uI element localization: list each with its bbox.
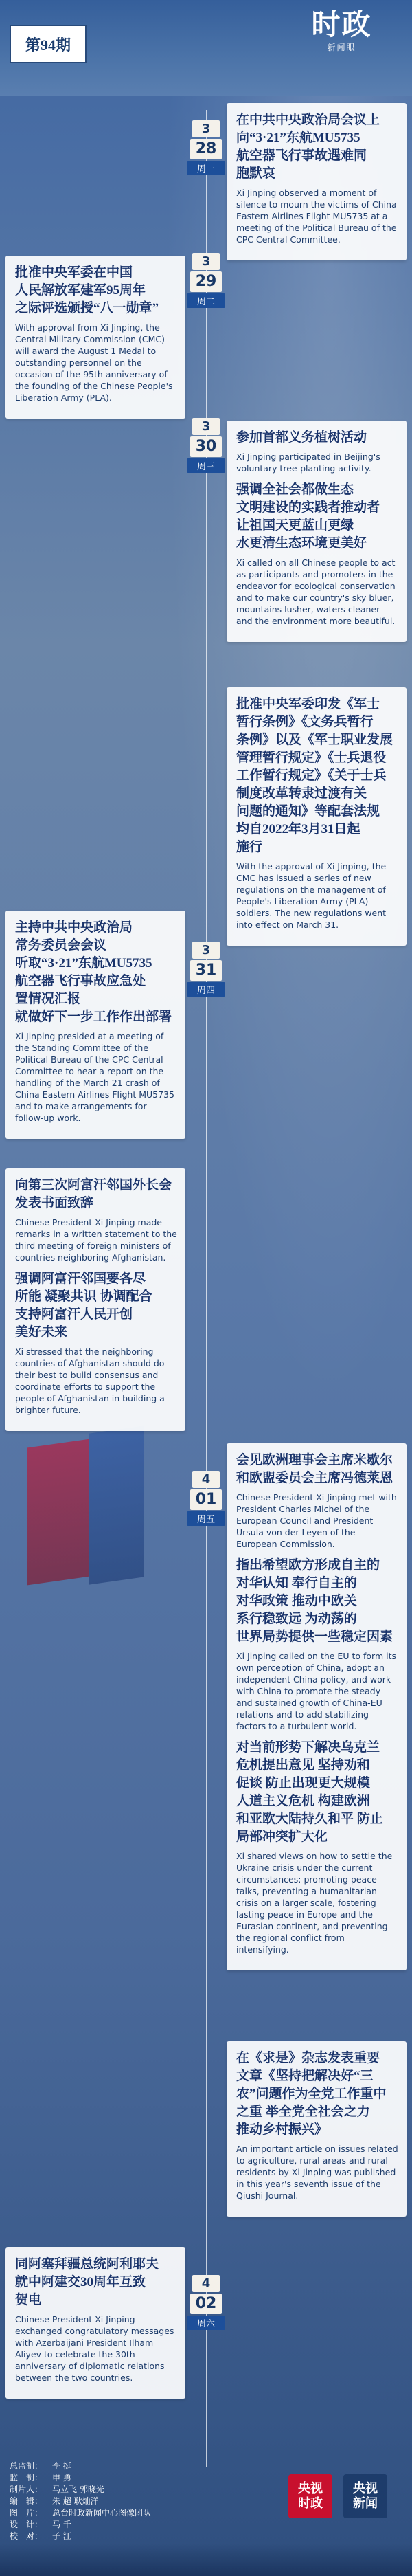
logo-main: 时政: [311, 10, 372, 41]
date-badge-0331: [187, 942, 225, 997]
logo-sub: 新闻眼: [327, 43, 356, 52]
entry-text-en-2: Xi stressed that the neighboring countries of Afghanistan should do their best to build consensus and coordinate efforts to support the people of Afghanistan in building a brighter future.: [15, 1346, 165, 1415]
entry-card-regulations: [227, 687, 407, 946]
entry-card-0331: [5, 911, 185, 1139]
date-weekday: 周二: [187, 293, 225, 308]
entry-text-en: Xi Jinping observed a moment of silence to mourn the victims of China Eastern Airlines Flight MU5735 at a meeting of the Political Bureau of the CPC Central Committee.: [236, 188, 397, 245]
entry-title-cn-2: 强调全社会都做生态 文明建设的实践者推动者 让祖国天更蓝山更绿 水更清生态环境更美好: [236, 482, 380, 551]
date-badge-0328: [187, 120, 225, 175]
credit-key: 制片人：: [10, 2485, 43, 2494]
date-day: 29: [190, 271, 222, 291]
credit-row: [10, 2472, 161, 2484]
credit-row: [10, 2531, 161, 2542]
entry-title-cn: 批准中央军委在中国 人民解放军建军95周年 之际评选颁授“八一勋章”: [15, 265, 159, 315]
brand-label: 央视 新闻: [353, 2481, 378, 2511]
issue-badge: [10, 25, 87, 63]
credit-value: 总台时政新闻中心图像团队: [52, 2508, 152, 2518]
entry-title-cn-2: 指出希望欧方形成自主的 对华认知 奉行自主的 对华政策 推动中欧关 系行稳致远 为动荡的 世界局势提供一些稳定因素: [236, 1558, 393, 1644]
date-month: 4: [192, 1471, 220, 1488]
date-weekday: 周五: [187, 1511, 225, 1526]
entry-text-en-3: Xi shared views on how to settle the Ukraine crisis under the current circumstances: promoting peace talks, preventing a humanitarian crisis on a larger scale, fostering lasting peace in Europe and the Eurasian continent, and preventing the regional conflict from intensifying.: [236, 1851, 393, 1955]
brand-logo-cctv-news: [343, 2474, 387, 2518]
date-weekday: 周六: [187, 2316, 225, 2330]
entry-text-en: With the approval of Xi Jinping, the CMC has issued a series of new regulations on the management of People's Liberation Army (PLA) soldiers. The new regulations went into effect on March 31.: [236, 861, 387, 930]
entry-text-en-2: Xi called on all Chinese people to act as participants and promoters in the endeavor for ecological conservation and to make our country's sky bluer, mountains lusher, waters cleaner and the environment more beautiful.: [236, 557, 396, 626]
brand-logo-cctv-politics: [288, 2474, 332, 2518]
logo: [288, 10, 395, 76]
date-day: 30: [190, 436, 222, 456]
entry-card-0401: [227, 1443, 407, 1970]
entry-title-cn-1: 向第三次阿富汗邻国外长会 发表书面致辞: [15, 1178, 172, 1210]
date-weekday: 周四: [187, 982, 225, 997]
date-month: 3: [192, 253, 220, 270]
entry-title-cn-1: 会见欧洲理事会主席米歇尔 和欧盟委员会主席冯德莱恩: [236, 1453, 393, 1485]
date-month: 3: [192, 942, 220, 959]
credit-row: [10, 2461, 161, 2472]
credit-value: 马 千: [52, 2520, 71, 2529]
entry-card-0402: [5, 2247, 185, 2399]
date-badge-0401: [187, 1471, 225, 1526]
credit-row: [10, 2507, 161, 2519]
brand-label: 央视 时政: [298, 2481, 323, 2511]
entry-text-en: Xi Jinping presided at a meeting of the Standing Committee of the Political Bureau of the CPC Central Committee to hear a report on the handling of the March 21 crash of China Eastern Airlines Flight MU5735 and to make arrangements for follow-up work.: [15, 1031, 174, 1123]
entry-text-en-1: Xi Jinping participated in Beijing's voluntary tree-planting activity.: [236, 452, 380, 474]
entry-card-0329: [5, 256, 185, 419]
credit-key: 监 制：: [10, 2473, 43, 2483]
credit-value: 朱 超 耿灿洋: [52, 2496, 99, 2506]
entry-card-0330: [227, 421, 407, 642]
entry-text-en: With approval from Xi Jinping, the Central Military Commission (CMC) will award the August 1 Medal to outstanding personnel on the occasion of the 95th anniversary of the founding of the Chinese People's Liberation Army (PLA).: [15, 322, 173, 403]
flag-decoration-red: [27, 1439, 89, 1586]
entry-text-en-2: Xi Jinping called on the EU to form its own perception of China, adopt an independent China policy, and work with China to promote the steady and sustained growth of China-EU relations and to add stabilizing factors to a turbulent world.: [236, 1651, 396, 1731]
credit-row: [10, 2519, 161, 2531]
date-month: 3: [192, 418, 220, 435]
entry-title-cn-1: 参加首都义务植树活动: [236, 430, 367, 445]
entry-text-en-1: Chinese President Xi Jinping met with President Charles Michel of the European Council and President Ursula von der Leyen of the European Commission.: [236, 1492, 397, 1549]
credit-row: [10, 2484, 161, 2496]
flag-decoration-blue: [89, 1425, 144, 1584]
entry-title-cn: 在《求是》杂志发表重要 文章《坚持把解决好“三 农”问题作为全党工作重中 之重 举全党全社会之力 推动乡村振兴》: [236, 2051, 387, 2137]
credit-key: 设 计：: [10, 2520, 43, 2529]
entry-title-cn: 主持中共中央政治局 常务委员会会议 听取“3·21”东航MU5735 航空器飞行事故应急处 置情况汇报 就做好下一步工作作出部署: [15, 920, 172, 1024]
entry-title-cn: 在中共中央政治局会议上 向“3·21”东航MU5735 航空器飞行事故遇难同 胞默哀: [236, 113, 380, 181]
credit-key: 校 对：: [10, 2531, 43, 2541]
entry-title-cn-2: 强调阿富汗邻国要各尽 所能 凝聚共识 协调配合 支持阿富汗人民开创 美好未来: [15, 1272, 152, 1340]
credits: [10, 2461, 161, 2542]
date-month: 4: [192, 2275, 220, 2292]
credit-value: 申 勇: [52, 2473, 71, 2483]
entry-text-en: Chinese President Xi Jinping exchanged congratulatory messages with Azerbaijani President Ilham Aliyev to celebrate the 30th anniversary of diplomatic relations between the two countries.: [15, 2314, 174, 2383]
credit-value: 李 挺: [52, 2461, 71, 2471]
date-day: 31: [190, 960, 222, 980]
credit-key: 图 片：: [10, 2508, 43, 2518]
entry-title-cn: 同阿塞拜疆总统阿利耶夫 就中阿建交30周年互致 贺电: [15, 2257, 159, 2307]
entry-card-afghanistan: [5, 1168, 185, 1431]
date-day: 02: [190, 2294, 222, 2313]
credit-value: 马立飞 郭晓光: [52, 2485, 104, 2494]
entry-title-cn-3: 对当前形势下解决乌克兰 危机提出意见 坚持劝和 促谈 防止出现更大规模 人道主义危机 构建欧洲 和亚欧大陆持久和平 防止 局部冲突扩大化: [236, 1740, 383, 1844]
entry-text-en: An important article on issues related to agriculture, rural areas and rural residents by Xi Jinping was published in this year's seventh issue of the Qiushi Journal.: [236, 2144, 398, 2201]
date-badge-0329: [187, 253, 225, 308]
date-day: 01: [190, 1489, 222, 1509]
entry-text-en-1: Chinese President Xi Jinping made remarks in a written statement to the third meeting of foreign ministers of countries neighboring Afghanistan.: [15, 1217, 177, 1263]
issue-label: 第94期: [25, 36, 71, 54]
date-weekday: 周一: [187, 161, 225, 175]
date-weekday: 周三: [187, 458, 225, 473]
date-day: 28: [190, 139, 222, 159]
entry-card-qiushi: [227, 2041, 407, 2217]
date-badge-0402: [187, 2275, 225, 2330]
credit-key: 总监制：: [10, 2461, 43, 2471]
credit-key: 编 辑：: [10, 2496, 43, 2506]
footer-band: [0, 2543, 412, 2576]
credit-row: [10, 2496, 161, 2507]
entry-title-cn: 批准中央军委印发《军士 暂行条例》《文务兵暂行 条例》以及《军士职业发展 管理暂行规定》《士兵退役 工作暂行规定》《关于士兵 制度改革转隶过渡有关 问题的通知》等配套法规 均自2022年3月31日起 施行: [236, 697, 393, 854]
date-month: 3: [192, 120, 220, 137]
credit-value: 子 江: [52, 2531, 71, 2541]
entry-card-0328: [227, 103, 407, 260]
date-badge-0330: [187, 418, 225, 473]
